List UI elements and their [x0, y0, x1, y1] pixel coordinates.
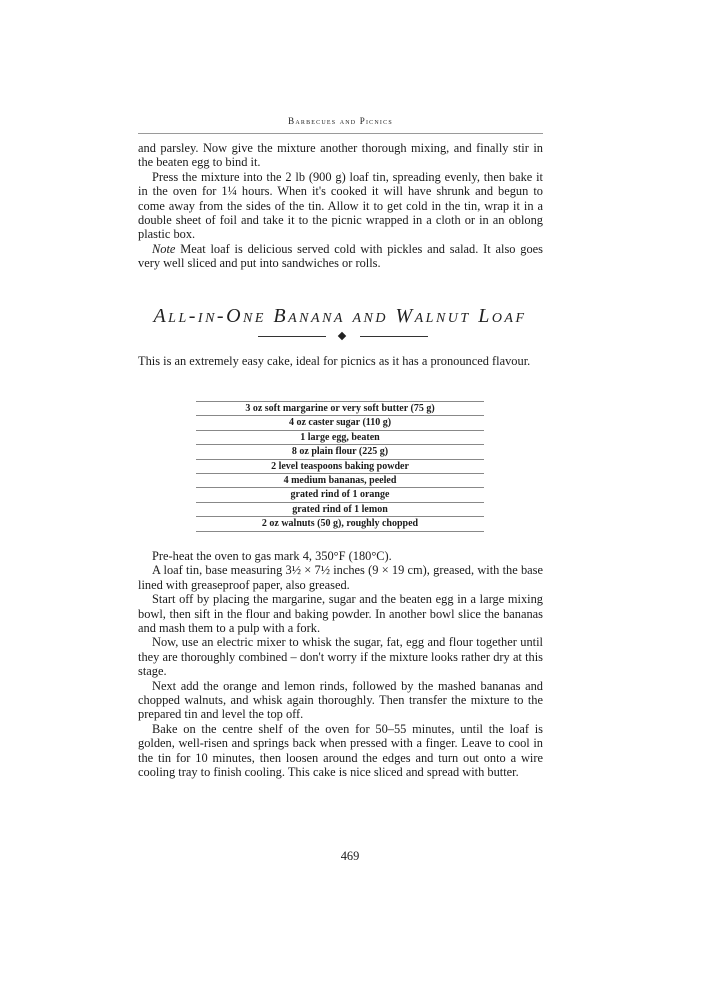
note-paragraph [138, 242, 543, 271]
meat-loaf-continued-text [138, 141, 543, 271]
method-step: Next add the orange and lemon rinds, followed by the mashed bananas and chopped walnuts, and whisk again thoroughly. Then transfer the mixture to the prepared tin and level the top off. [138, 678, 543, 722]
recipe-intro [138, 354, 543, 368]
intro-paragraph: This is an extremely easy cake, ideal for picnics as it has a pronounced flavour. [138, 354, 531, 368]
running-head: Barbecues and Picnics [288, 116, 393, 126]
note-text: Meat loaf is delicious served cold with pickles and salad. It also goes very well sliced and put into sandwiches or rolls. [138, 241, 543, 271]
ingredient-row: 2 level teaspoons baking powder [196, 460, 484, 474]
ingredient-row: 3 oz soft margarine or very soft butter (75 g) [196, 402, 484, 416]
ingredient-row: grated rind of 1 lemon [196, 503, 484, 517]
paragraph: Press the mixture into the 2 lb (900 g) loaf tin, spreading evenly, then bake it in the oven for 1¼ hours. When it's cooked it will have shrunk and begun to come away from the sides of the tin. Allow it to get cold in the tin, wrap it in a double sheet of foil and take it to the picnic wrapped in a cloth or in an oblong plastic box. [138, 169, 543, 242]
ingredient-row: 8 oz plain flour (225 g) [196, 445, 484, 459]
method-step: Bake on the centre shelf of the oven for 50–55 minutes, until the loaf is golden, well-risen and springs back when pressed with a finger. Leave to cool in the tin for 10 minutes, then loosen around the edges and turn out onto a wire cooling tray to finish cooling. This cake is nice sliced and spread with butter. [138, 721, 543, 780]
ornament-line-left [258, 336, 326, 337]
method-step: A loaf tin, base measuring 3½ × 7½ inches (9 × 19 cm), greased, with the base lined with greaseproof paper, also greased. [138, 563, 543, 592]
ornament-line-right [360, 336, 428, 337]
method-step: Now, use an electric mixer to whisk the sugar, fat, egg and flour together until they are thoroughly combined – don't worry if the mixture looks rather dry at this stage. [138, 635, 543, 679]
header-rule [138, 133, 543, 134]
title-ornament [258, 332, 428, 342]
ingredient-row: 1 large egg, beaten [196, 431, 484, 445]
ingredient-row: 2 oz walnuts (50 g), roughly chopped [196, 517, 484, 531]
recipe-title: All-in-One Banana and Walnut Loaf [153, 305, 527, 327]
ingredient-row: grated rind of 1 orange [196, 488, 484, 502]
diamond-icon [338, 332, 346, 340]
note-label: Note [152, 241, 176, 256]
method-text [138, 549, 543, 780]
method-step: Pre-heat the oven to gas mark 4, 350°F (180°C). [152, 549, 392, 563]
ingredients-table [196, 401, 484, 532]
ingredient-row: 4 oz caster sugar (110 g) [196, 416, 484, 430]
page-number: 469 [340, 849, 360, 863]
ingredient-row: 4 medium bananas, peeled [196, 474, 484, 488]
paragraph: and parsley. Now give the mixture another thorough mixing, and finally stir in the beaten egg to bind it. [138, 141, 543, 170]
method-step: Start off by placing the margarine, sugar and the beaten egg in a large mixing bowl, then sift in the flour and baking powder. In another bowl slice the bananas and mash them to a pulp with a fork. [138, 592, 543, 636]
